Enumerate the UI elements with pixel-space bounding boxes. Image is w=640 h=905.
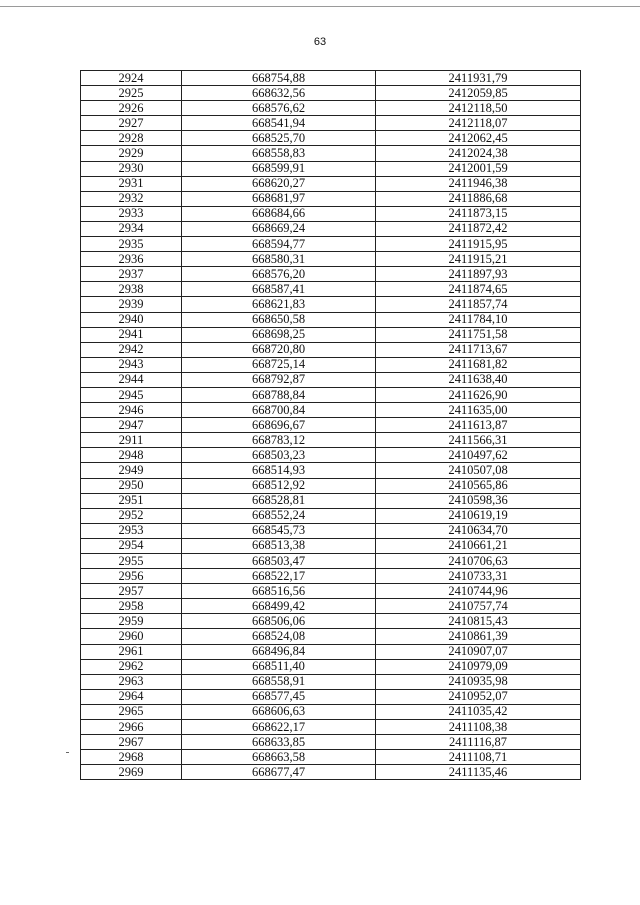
x-coordinate-cell: 668587,41 [182, 282, 376, 297]
x-coordinate-cell: 668552,24 [182, 508, 376, 523]
y-coordinate-cell: 2410598,36 [376, 493, 581, 508]
table-row [81, 191, 581, 206]
y-coordinate-cell: 2411946,38 [376, 176, 581, 191]
x-coordinate-cell: 668792,87 [182, 372, 376, 387]
point-number-cell: 2951 [81, 493, 182, 508]
x-coordinate-cell: 668503,47 [182, 554, 376, 569]
point-number-cell: 2956 [81, 569, 182, 584]
y-coordinate-cell: 2411626,90 [376, 387, 581, 402]
table-row [81, 221, 581, 236]
x-coordinate-cell: 668621,83 [182, 297, 376, 312]
point-number-cell: 2937 [81, 267, 182, 282]
x-coordinate-cell: 668684,66 [182, 206, 376, 221]
x-coordinate-cell: 668558,91 [182, 674, 376, 689]
table-row [81, 659, 581, 674]
table-row [81, 116, 581, 131]
y-coordinate-cell: 2410744,96 [376, 584, 581, 599]
table-row [81, 569, 581, 584]
x-coordinate-cell: 668788,84 [182, 387, 376, 402]
point-number-cell: 2931 [81, 176, 182, 191]
table-row [81, 387, 581, 402]
point-number-cell: 2967 [81, 735, 182, 750]
x-coordinate-cell: 668525,70 [182, 131, 376, 146]
point-number-cell: 2911 [81, 433, 182, 448]
y-coordinate-cell: 2412001,59 [376, 161, 581, 176]
table-row [81, 101, 581, 116]
y-coordinate-cell: 2410757,74 [376, 599, 581, 614]
x-coordinate-cell: 668594,77 [182, 237, 376, 252]
point-number-cell: 2946 [81, 403, 182, 418]
y-coordinate-cell: 2410497,62 [376, 448, 581, 463]
y-coordinate-cell: 2410815,43 [376, 614, 581, 629]
y-coordinate-cell: 2411635,00 [376, 403, 581, 418]
point-number-cell: 2960 [81, 629, 182, 644]
y-coordinate-cell: 2410733,31 [376, 569, 581, 584]
point-number-cell: 2954 [81, 538, 182, 553]
x-coordinate-cell: 668558,83 [182, 146, 376, 161]
x-coordinate-cell: 668496,84 [182, 644, 376, 659]
x-coordinate-cell: 668632,56 [182, 86, 376, 101]
table-row [81, 206, 581, 221]
table-row [81, 297, 581, 312]
x-coordinate-cell: 668577,45 [182, 689, 376, 704]
table-row [81, 538, 581, 553]
point-number-cell: 2933 [81, 206, 182, 221]
y-coordinate-cell: 2411915,95 [376, 237, 581, 252]
y-coordinate-cell: 2412118,07 [376, 116, 581, 131]
y-coordinate-cell: 2412118,50 [376, 101, 581, 116]
y-coordinate-cell: 2410706,63 [376, 554, 581, 569]
point-number-cell: 2959 [81, 614, 182, 629]
table-row [81, 282, 581, 297]
coordinates-table-body [81, 71, 581, 780]
x-coordinate-cell: 668499,42 [182, 599, 376, 614]
x-coordinate-cell: 668522,17 [182, 569, 376, 584]
y-coordinate-cell: 2411638,40 [376, 372, 581, 387]
y-coordinate-cell: 2411566,31 [376, 433, 581, 448]
point-number-cell: 2929 [81, 146, 182, 161]
x-coordinate-cell: 668513,38 [182, 538, 376, 553]
y-coordinate-cell: 2411108,38 [376, 720, 581, 735]
y-coordinate-cell: 2410952,07 [376, 689, 581, 704]
table-row [81, 357, 581, 372]
table-row [81, 765, 581, 780]
y-coordinate-cell: 2411886,68 [376, 191, 581, 206]
point-number-cell: 2926 [81, 101, 182, 116]
y-coordinate-cell: 2411784,10 [376, 312, 581, 327]
point-number-cell: 2963 [81, 674, 182, 689]
point-number-cell: 2934 [81, 221, 182, 236]
point-number-cell: 2938 [81, 282, 182, 297]
y-coordinate-cell: 2411681,82 [376, 357, 581, 372]
top-border-line [0, 6, 640, 7]
x-coordinate-cell: 668503,23 [182, 448, 376, 463]
x-coordinate-cell: 668606,63 [182, 704, 376, 719]
table-row [81, 176, 581, 191]
x-coordinate-cell: 668620,27 [182, 176, 376, 191]
table-row [81, 689, 581, 704]
point-number-cell: 2925 [81, 86, 182, 101]
table-row [81, 146, 581, 161]
point-number-cell: 2969 [81, 765, 182, 780]
y-coordinate-cell: 2410907,07 [376, 644, 581, 659]
y-coordinate-cell: 2411108,71 [376, 750, 581, 765]
point-number-cell: 2947 [81, 418, 182, 433]
table-row [81, 327, 581, 342]
y-coordinate-cell: 2410935,98 [376, 674, 581, 689]
point-number-cell: 2944 [81, 372, 182, 387]
table-row [81, 418, 581, 433]
x-coordinate-cell: 668696,67 [182, 418, 376, 433]
point-number-cell: 2966 [81, 720, 182, 735]
point-number-cell: 2953 [81, 523, 182, 538]
table-row [81, 71, 581, 86]
point-number-cell: 2932 [81, 191, 182, 206]
page-number: 63 [313, 36, 327, 48]
x-coordinate-cell: 668576,20 [182, 267, 376, 282]
table-row [81, 493, 581, 508]
table-row [81, 674, 581, 689]
point-number-cell: 2942 [81, 342, 182, 357]
y-coordinate-cell: 2410661,21 [376, 538, 581, 553]
table-row [81, 508, 581, 523]
point-number-cell: 2945 [81, 387, 182, 402]
coordinates-table [80, 70, 581, 780]
point-number-cell: 2950 [81, 478, 182, 493]
x-coordinate-cell: 668528,81 [182, 493, 376, 508]
x-coordinate-cell: 668576,62 [182, 101, 376, 116]
table-row [81, 554, 581, 569]
point-number-cell: 2957 [81, 584, 182, 599]
point-number-cell: 2965 [81, 704, 182, 719]
x-coordinate-cell: 668754,88 [182, 71, 376, 86]
point-number-cell: 2928 [81, 131, 182, 146]
y-coordinate-cell: 2411135,46 [376, 765, 581, 780]
x-coordinate-cell: 668633,85 [182, 735, 376, 750]
x-coordinate-cell: 668669,24 [182, 221, 376, 236]
point-number-cell: 2941 [81, 327, 182, 342]
point-number-cell: 2930 [81, 161, 182, 176]
x-coordinate-cell: 668663,58 [182, 750, 376, 765]
table-row [81, 720, 581, 735]
table-row [81, 131, 581, 146]
y-coordinate-cell: 2410979,09 [376, 659, 581, 674]
y-coordinate-cell: 2410861,39 [376, 629, 581, 644]
point-number-cell: 2924 [81, 71, 182, 86]
point-number-cell: 2935 [81, 237, 182, 252]
x-coordinate-cell: 668516,56 [182, 584, 376, 599]
x-coordinate-cell: 668650,58 [182, 312, 376, 327]
table-row [81, 523, 581, 538]
point-number-cell: 2949 [81, 463, 182, 478]
x-coordinate-cell: 668700,84 [182, 403, 376, 418]
x-coordinate-cell: 668545,73 [182, 523, 376, 538]
x-coordinate-cell: 668783,12 [182, 433, 376, 448]
x-coordinate-cell: 668580,31 [182, 252, 376, 267]
point-number-cell: 2940 [81, 312, 182, 327]
x-coordinate-cell: 668677,47 [182, 765, 376, 780]
x-coordinate-cell: 668725,14 [182, 357, 376, 372]
point-number-cell: 2943 [81, 357, 182, 372]
table-row [81, 252, 581, 267]
x-coordinate-cell: 668524,08 [182, 629, 376, 644]
y-coordinate-cell: 2411116,87 [376, 735, 581, 750]
point-number-cell: 2948 [81, 448, 182, 463]
x-coordinate-cell: 668511,40 [182, 659, 376, 674]
table-row [81, 478, 581, 493]
y-coordinate-cell: 2411873,15 [376, 206, 581, 221]
table-row [81, 463, 581, 478]
table-row [81, 161, 581, 176]
table-row [81, 312, 581, 327]
x-coordinate-cell: 668698,25 [182, 327, 376, 342]
point-number-cell: 2955 [81, 554, 182, 569]
y-coordinate-cell: 2412059,85 [376, 86, 581, 101]
y-coordinate-cell: 2410565,86 [376, 478, 581, 493]
point-number-cell: 2964 [81, 689, 182, 704]
y-coordinate-cell: 2410634,70 [376, 523, 581, 538]
x-coordinate-cell: 668599,91 [182, 161, 376, 176]
table-row [81, 372, 581, 387]
x-coordinate-cell: 668720,80 [182, 342, 376, 357]
y-coordinate-cell: 2411897,93 [376, 267, 581, 282]
y-coordinate-cell: 2411915,21 [376, 252, 581, 267]
point-number-cell: 2952 [81, 508, 182, 523]
table-row [81, 342, 581, 357]
y-coordinate-cell: 2410507,08 [376, 463, 581, 478]
x-coordinate-cell: 668512,92 [182, 478, 376, 493]
table-row [81, 644, 581, 659]
table-row [81, 750, 581, 765]
y-coordinate-cell: 2411931,79 [376, 71, 581, 86]
y-coordinate-cell: 2410619,19 [376, 508, 581, 523]
x-coordinate-cell: 668681,97 [182, 191, 376, 206]
y-coordinate-cell: 2411035,42 [376, 704, 581, 719]
point-number-cell: 2962 [81, 659, 182, 674]
y-coordinate-cell: 2412062,45 [376, 131, 581, 146]
table-row [81, 735, 581, 750]
table-row [81, 614, 581, 629]
table-row [81, 629, 581, 644]
table-row [81, 448, 581, 463]
table-row [81, 86, 581, 101]
x-coordinate-cell: 668514,93 [182, 463, 376, 478]
table-row [81, 704, 581, 719]
x-coordinate-cell: 668622,17 [182, 720, 376, 735]
table-row [81, 433, 581, 448]
table-row [81, 599, 581, 614]
table-row [81, 584, 581, 599]
table-row [81, 403, 581, 418]
margin-mark [66, 752, 69, 753]
table-row [81, 237, 581, 252]
y-coordinate-cell: 2411613,87 [376, 418, 581, 433]
y-coordinate-cell: 2411857,74 [376, 297, 581, 312]
x-coordinate-cell: 668541,94 [182, 116, 376, 131]
y-coordinate-cell: 2411713,67 [376, 342, 581, 357]
point-number-cell: 2958 [81, 599, 182, 614]
table-row [81, 267, 581, 282]
point-number-cell: 2927 [81, 116, 182, 131]
point-number-cell: 2968 [81, 750, 182, 765]
y-coordinate-cell: 2411874,65 [376, 282, 581, 297]
point-number-cell: 2936 [81, 252, 182, 267]
y-coordinate-cell: 2411872,42 [376, 221, 581, 236]
point-number-cell: 2961 [81, 644, 182, 659]
y-coordinate-cell: 2411751,58 [376, 327, 581, 342]
x-coordinate-cell: 668506,06 [182, 614, 376, 629]
y-coordinate-cell: 2412024,38 [376, 146, 581, 161]
point-number-cell: 2939 [81, 297, 182, 312]
